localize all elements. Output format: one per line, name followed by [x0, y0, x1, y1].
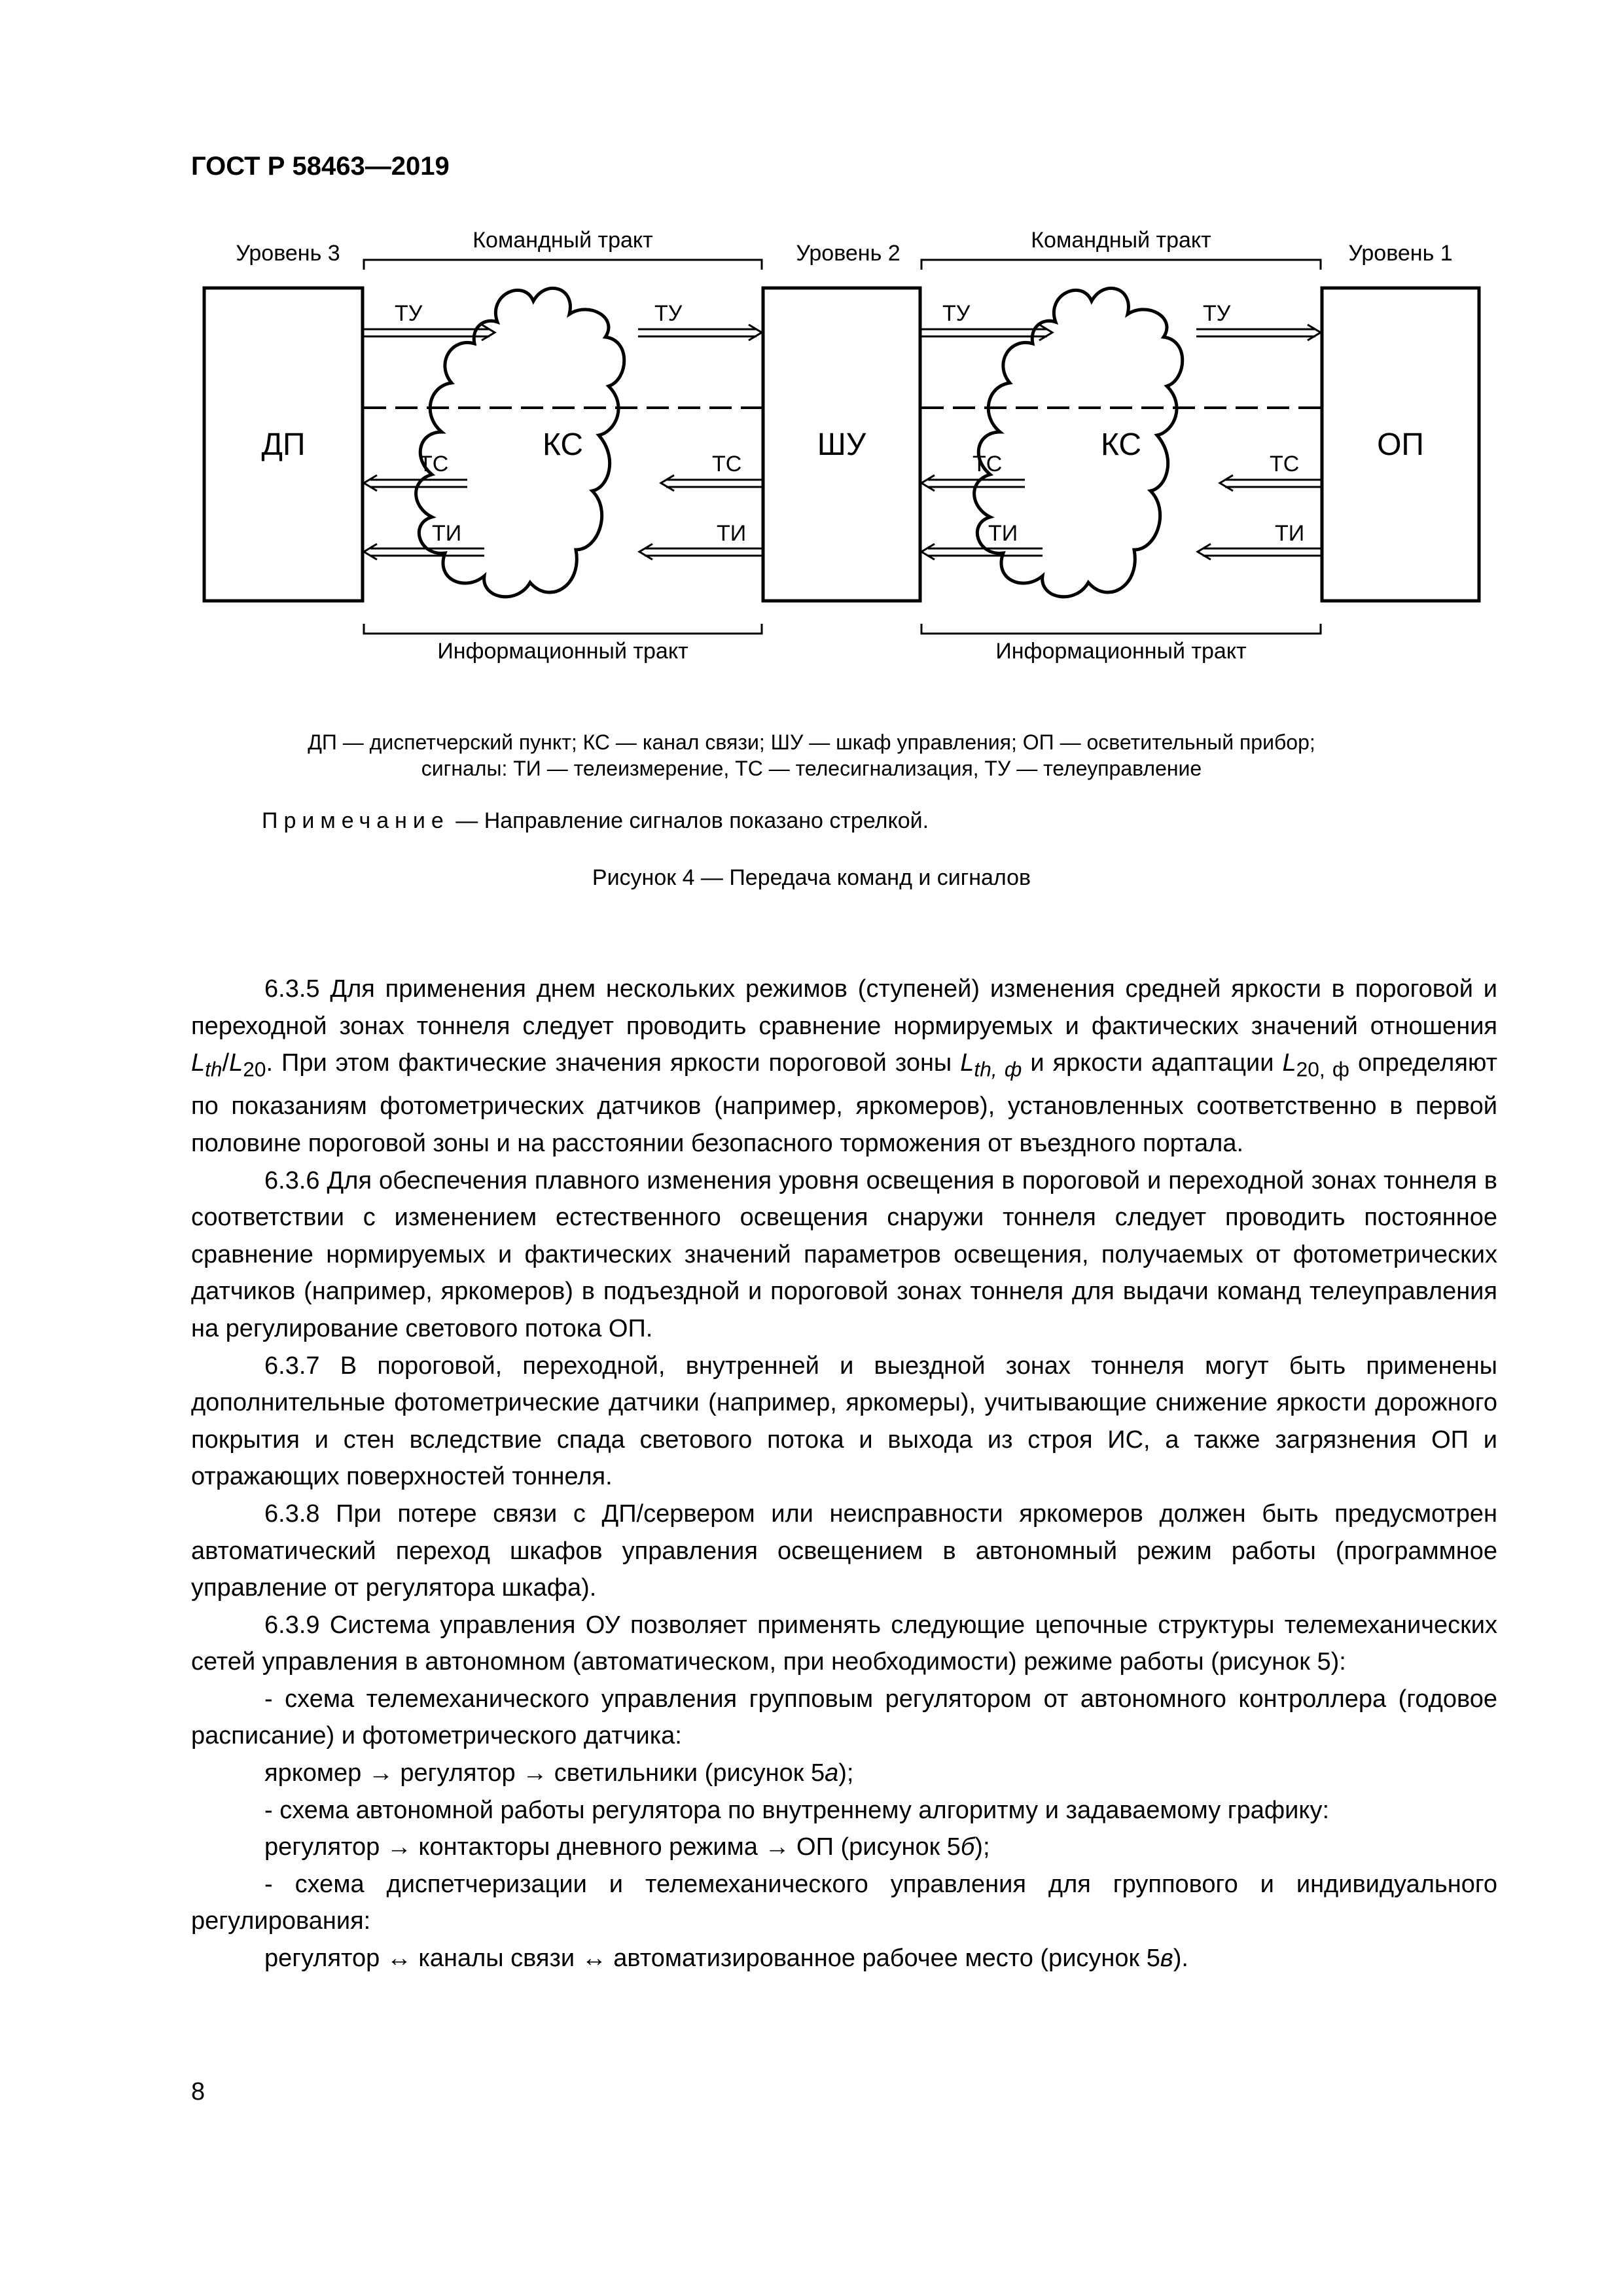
list-item-3: - схема диспетчеризации и телемеханического управления для группового и индивидуального регулирования: — [191, 1870, 1497, 1935]
cloud-left — [416, 288, 624, 596]
ti-label-2: ТИ — [717, 521, 747, 546]
list-item-2: - схема автономной работы регулятора по внутреннему алгоритму и задаваемому графику: — [264, 1796, 1330, 1824]
paragraph-6-3-6: 6.3.6 Для обеспечения плавного изменения уровня освещения в пороговой и переходной зонах тоннеля в соответствии с изменением естественного освещения снаружи тоннеля следует проводить постоянное сравнение нормируемых и фактических значений параметров освещения, получаемых от фотометрических датчиков (например, яркомеров) в подъездной и пороговой зонах тоннеля для выдачи команд телеуправления на регулирование светового потока ОП. — [191, 1166, 1497, 1342]
chain-1 — [191, 1755, 1497, 1792]
chain-1-letter: а — [825, 1759, 839, 1787]
tu-label-4: ТУ — [1203, 301, 1231, 326]
formula-sub-20: 20 — [243, 1057, 266, 1081]
chain-3 — [191, 1940, 1497, 1977]
formula-L: L — [191, 1049, 205, 1077]
formula-sub-th: th — [205, 1057, 223, 1081]
figure-legend-line-1: ДП — диспетчерский пункт; КС — канал связи; ШУ — шкаф управления; ОП — осветительный прибор; — [308, 730, 1315, 754]
info-path-label-right: Информационный тракт — [995, 639, 1247, 664]
level-1-label: Уровень 1 — [1348, 241, 1453, 266]
chain-2-letter: б — [960, 1833, 975, 1861]
p635-text-3: и яркости адаптации — [1022, 1049, 1283, 1077]
ts-label-3: ТС — [972, 452, 1003, 476]
document-header: ГОСТ Р 58463—2019 — [191, 152, 450, 181]
p635-text-2: . При этом фактические значения яркости пороговой зоны — [266, 1049, 961, 1077]
formula-L3: L — [960, 1049, 974, 1077]
p635-text-1: 6.3.5 Для применения днем нескольких режимов (ступеней) изменения средней яркости в пороговой и переходной зонах тоннеля следует проводить сравнение нормируемых и фактических значений отношения — [191, 975, 1497, 1040]
tu-label-2: ТУ — [654, 301, 683, 326]
dp-label: ДП — [261, 427, 306, 462]
command-path-label-left: Командный тракт — [473, 228, 653, 253]
list-item-1: - схема телемеханического управления групповым регулятором от автономного контроллера (годовое расписание) и фотометрического датчика: — [191, 1685, 1497, 1750]
figure-legend-line-2: сигналы: ТИ — телеизмерение, ТС — телесигнализация, ТУ — телеуправление — [421, 757, 1202, 780]
shu-label: ШУ — [817, 427, 866, 462]
p635-text-4: определяют по показаниям фотометрических датчиков (например, яркомеров), установленных соответственно в первой половине пороговой зоны и на расстоянии безопасного торможения от въездного портала. — [191, 1049, 1497, 1157]
op-label: ОП — [1377, 427, 1424, 462]
figure-caption: Рисунок 4 — Передача команд и сигналов — [592, 865, 1031, 890]
paragraph-6-3-9: 6.3.9 Система управления ОУ позволяет применять следующие цепочные структуры телемеханических сетей управления в автономном (автоматическом, при необходимости) режиме работы (рисунок 5): — [191, 1611, 1497, 1676]
tu-arrow-4 — [1196, 325, 1321, 340]
ts-arrow-2 — [661, 475, 762, 491]
body-text — [191, 971, 1497, 1977]
command-path-bracket-left — [364, 260, 762, 270]
info-path-label-left: Информационный тракт — [437, 639, 688, 664]
chain-3-text: регулятор ↔ каналы связи ↔ автоматизированное рабочее место (рисунок 5 — [264, 1945, 1160, 1973]
ts-arrow-4 — [1220, 475, 1321, 491]
chain-2-end: ); — [974, 1833, 990, 1861]
chain-3-end: ). — [1173, 1945, 1188, 1973]
level-3-label: Уровень 3 — [236, 241, 340, 266]
chain-1-end: ); — [838, 1759, 854, 1787]
info-path-bracket-right — [921, 624, 1321, 634]
paragraph-6-3-5 — [191, 971, 1497, 1162]
ti-arrow-2 — [639, 544, 762, 560]
formula-L4: L — [1282, 1049, 1296, 1077]
formula-sub-20f: 20, ф — [1296, 1057, 1349, 1081]
command-path-bracket-right — [921, 260, 1321, 270]
note-label: Примечание — [262, 808, 450, 833]
chain-1-text: яркомер → регулятор → светильники (рисунок 5 — [264, 1759, 825, 1787]
formula-sub-thf: th, ф — [974, 1057, 1022, 1081]
cloud-right — [974, 288, 1183, 596]
tu-label-3: ТУ — [942, 301, 971, 326]
chain-3-letter: в — [1160, 1945, 1173, 1973]
ts-label-1: ТС — [419, 452, 449, 476]
chain-2-text: регулятор → контакторы дневного режима → ОП (рисунок 5 — [264, 1833, 961, 1861]
info-path-bracket-left — [364, 624, 762, 634]
formula-slash: / — [222, 1049, 230, 1077]
paragraph-6-3-7: 6.3.7 В пороговой, переходной, внутренней и выездной зонах тоннеля могут быть применены дополнительные фотометрические датчики (например, яркомеры), учитывающие снижение яркости дорожного покрытия и стен вследствие спада светового потока и выхода из строя ИС, а также загрязнения ОП и отражающих поверхностей тоннеля. — [191, 1352, 1497, 1491]
tu-label-1: ТУ — [395, 301, 423, 326]
signal-diagram — [0, 0, 1623, 805]
page-number: 8 — [191, 2078, 205, 2106]
tu-arrow-2 — [638, 325, 762, 340]
formula-L2: L — [229, 1049, 243, 1077]
ti-arrow-4 — [1198, 544, 1321, 560]
paragraph-6-3-8: 6.3.8 При потере связи с ДП/сервером или неисправности яркомеров должен быть предусмотрен автоматический переход шкафов управления освещением в автономный режим работы (программное управление от регулятора шкафа). — [191, 1499, 1497, 1602]
ti-label-1: ТИ — [432, 521, 462, 546]
figure-note — [262, 808, 929, 834]
level-2-label: Уровень 2 — [796, 241, 901, 266]
command-path-label-right: Командный тракт — [1031, 228, 1211, 253]
ts-label-2: ТС — [712, 452, 742, 476]
ti-label-4: ТИ — [1275, 521, 1305, 546]
ts-label-4: ТС — [1270, 452, 1300, 476]
cloud-left-label: КС — [542, 427, 584, 462]
note-text: — Направление сигналов показано стрелкой. — [449, 808, 929, 833]
ti-label-3: ТИ — [988, 521, 1018, 546]
chain-2 — [191, 1829, 1497, 1866]
cloud-right-label: КС — [1100, 427, 1142, 462]
